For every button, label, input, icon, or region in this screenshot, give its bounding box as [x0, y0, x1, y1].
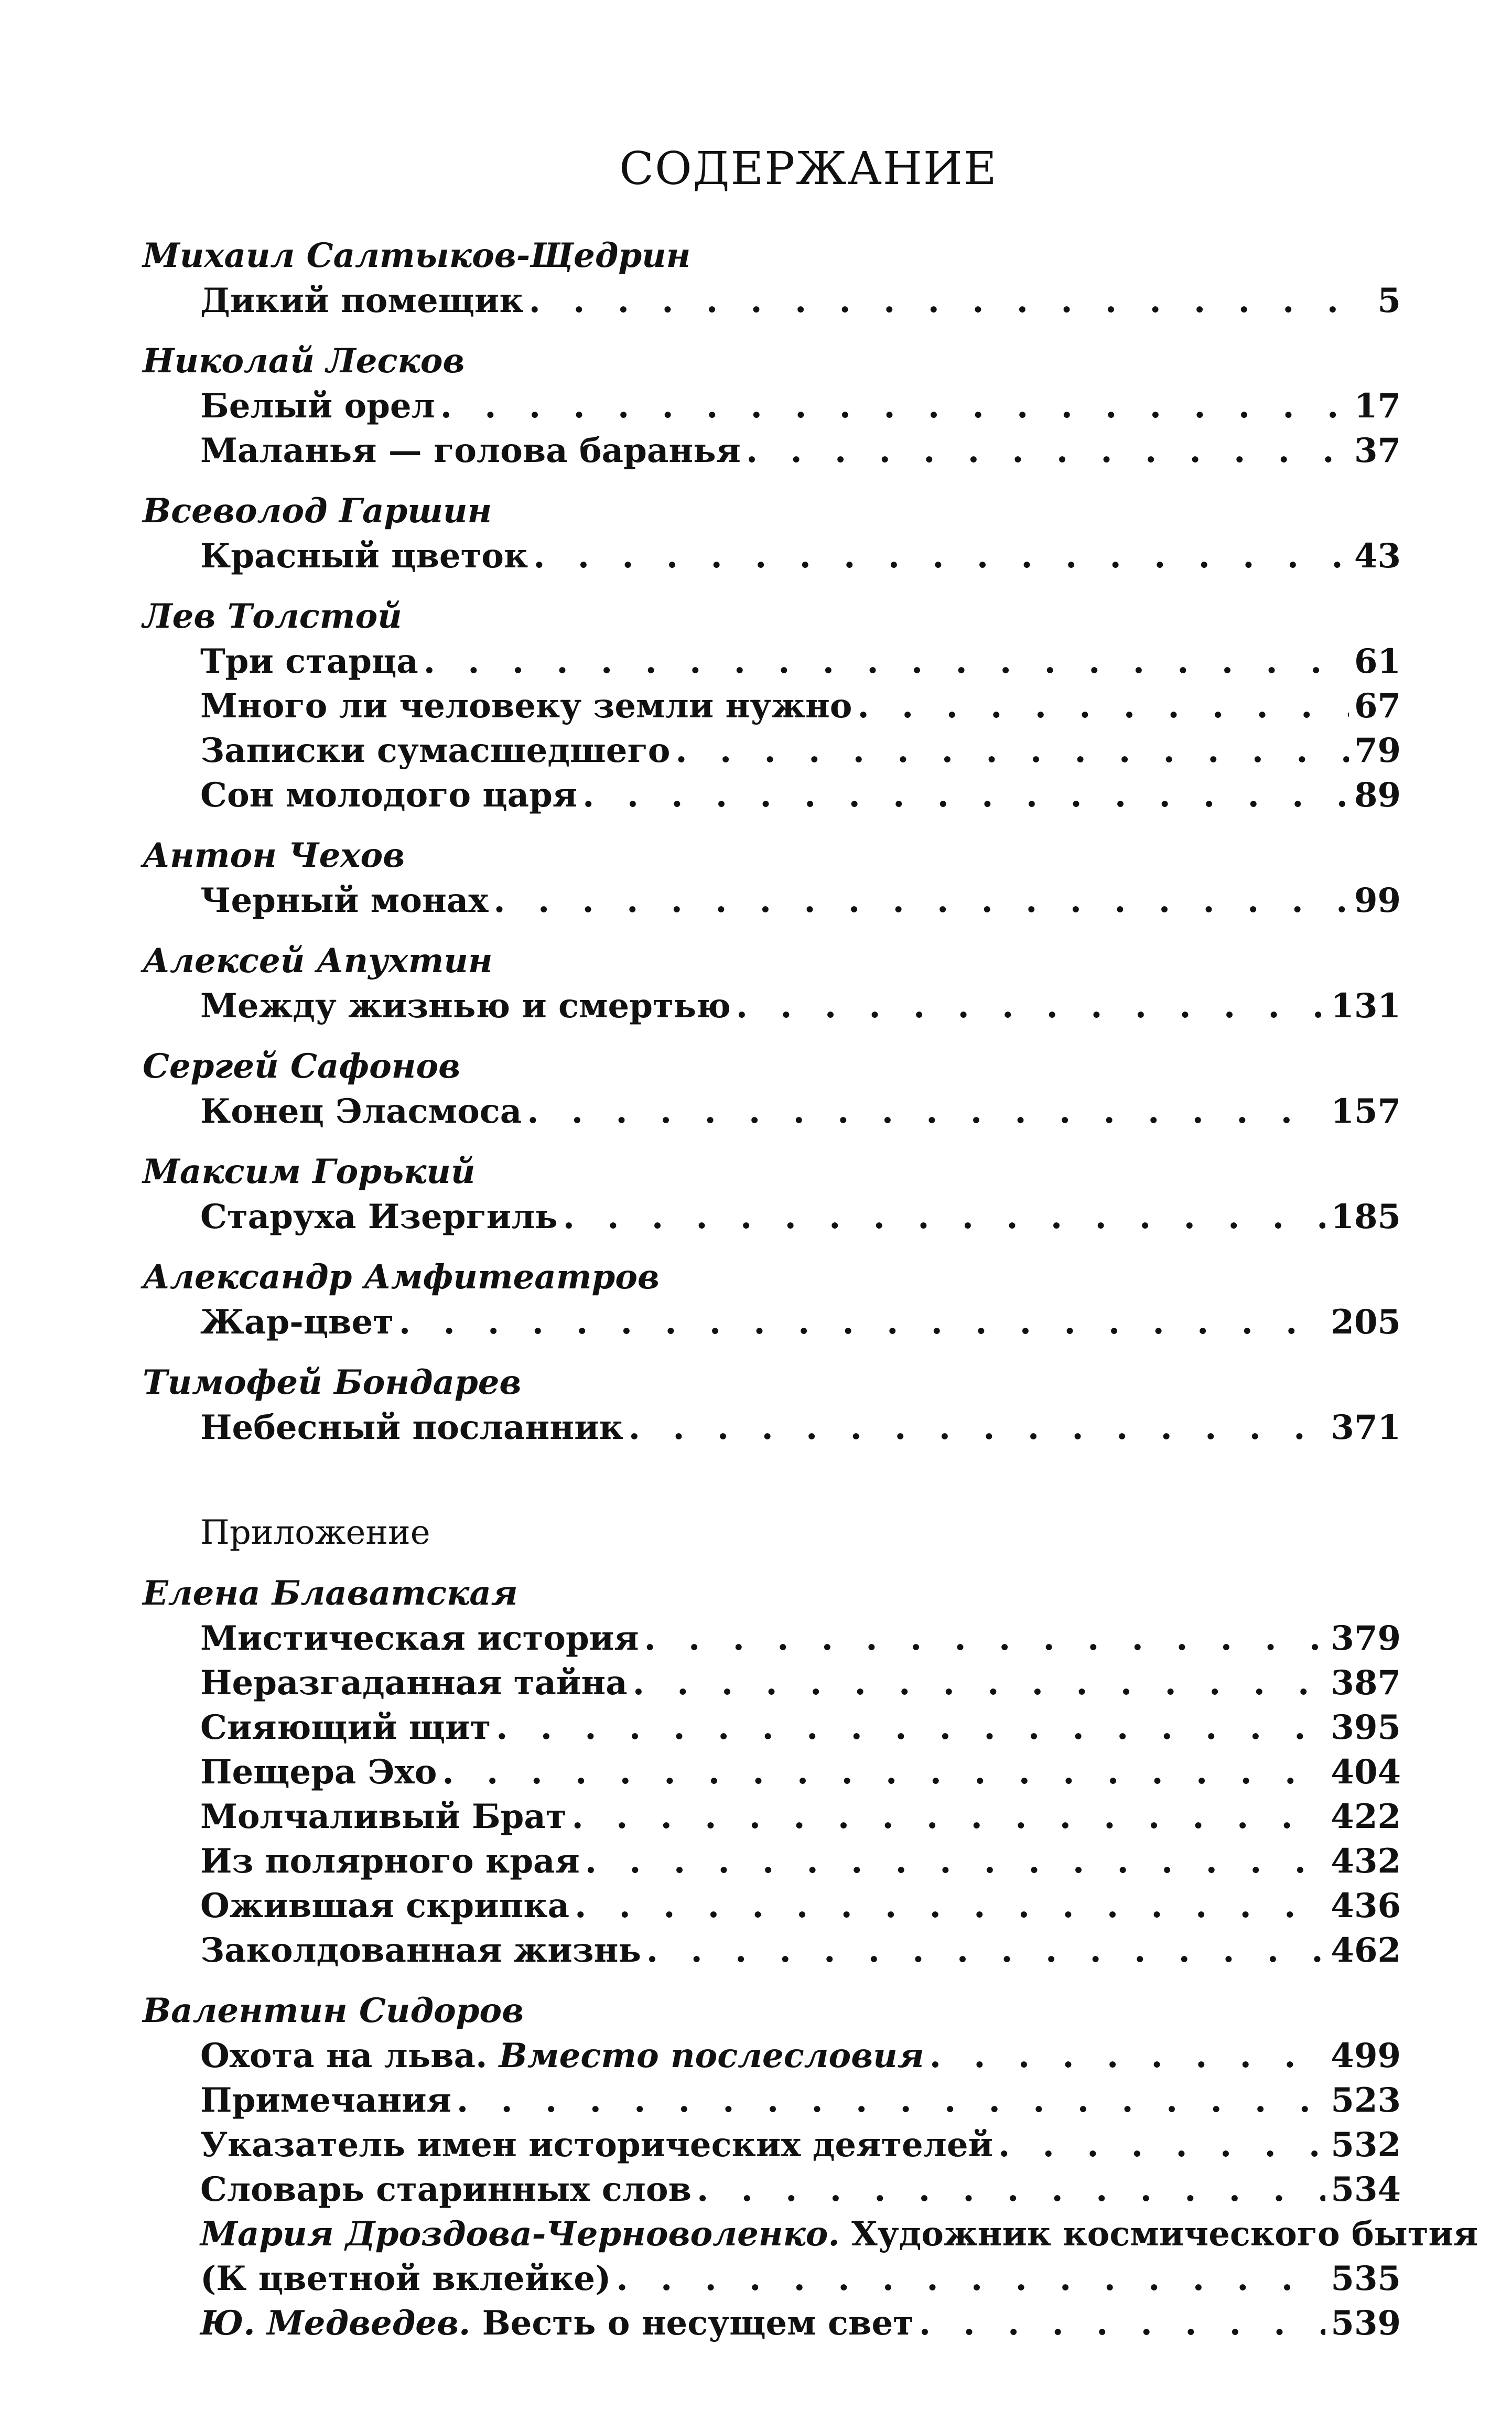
page-number: 37 — [1354, 431, 1401, 470]
toc-entry[interactable] — [200, 1794, 1401, 1839]
entry-title: Весть о несущем свет — [482, 2304, 914, 2343]
appendix-sections — [143, 1571, 1401, 1973]
entry-title: Заколдованная жизнь — [200, 1931, 641, 1970]
entry-title: Сон молодого царя — [200, 776, 578, 815]
page-number: 79 — [1354, 731, 1401, 770]
entry-subtitle: Вместо послесловия — [499, 2036, 924, 2075]
entry-title: Указатель имен исторических деятелей — [200, 2125, 993, 2165]
toc-entry[interactable] — [200, 2123, 1401, 2167]
toc-entry[interactable] — [200, 1661, 1401, 1705]
page-number: 185 — [1331, 1197, 1401, 1236]
entry-title: Маланья — голова баранья — [200, 431, 741, 470]
page-number: 99 — [1354, 881, 1401, 920]
page-number: 432 — [1331, 1842, 1401, 1881]
dot-leader — [930, 2034, 1326, 2078]
toc-entry[interactable] — [200, 1616, 1401, 1661]
entry-title: Небесный посланник — [200, 1408, 623, 1447]
entry-title: Дикий помещик — [200, 281, 524, 320]
toc-entry[interactable] — [200, 878, 1401, 923]
entry-title: Охота на льва. — [200, 2036, 488, 2075]
dot-leader — [998, 2123, 1325, 2167]
page-number: 395 — [1331, 1708, 1401, 1747]
page-number: 157 — [1331, 1092, 1401, 1131]
dot-leader — [582, 773, 1349, 817]
page-number: 387 — [1331, 1663, 1401, 1703]
page-number: 379 — [1331, 1619, 1401, 1658]
toc-entry[interactable] — [200, 2301, 1401, 2346]
page-number: 462 — [1331, 1931, 1401, 1970]
toc-entry[interactable] — [200, 278, 1401, 323]
author-name: Александр Амфитеатров — [143, 1257, 660, 1297]
page-number: 422 — [1331, 1797, 1401, 1836]
dot-leader — [493, 878, 1349, 923]
page-number: 539 — [1331, 2304, 1401, 2343]
toc-entry[interactable] — [200, 1750, 1401, 1794]
author-name: Максим Горький — [143, 1152, 476, 1191]
main-sections — [143, 233, 1401, 1450]
entry-title: Черный монах — [200, 881, 489, 920]
dot-leader — [629, 1405, 1326, 1450]
toc-entry[interactable] — [200, 1705, 1401, 1750]
entry-title: Ожившая скрипка — [200, 1886, 570, 1926]
author-name: Михаил Салтыков-Щедрин — [143, 236, 691, 275]
appendix-label: Приложение — [200, 1513, 430, 1552]
dot-leader — [440, 384, 1349, 428]
author-name: Тимофей Бондарев — [143, 1363, 522, 1402]
toc-entry[interactable] — [200, 773, 1401, 817]
dot-leader — [644, 1616, 1325, 1661]
toc-entry[interactable] — [200, 1839, 1401, 1884]
dot-leader — [533, 534, 1349, 578]
toc-entry[interactable] — [200, 1300, 1401, 1344]
entry-title: Жар-цвет — [200, 1303, 394, 1342]
dot-leader — [572, 1794, 1326, 1839]
page-number: 535 — [1331, 2259, 1401, 2298]
dot-leader — [424, 639, 1349, 684]
entry-title: Белый орел — [200, 386, 435, 426]
toc-entry[interactable] — [200, 639, 1401, 684]
dot-leader — [457, 2078, 1326, 2123]
entry-title: Между жизнью и смертью — [200, 986, 731, 1026]
toc-entry[interactable] — [200, 728, 1401, 773]
page-number: 404 — [1331, 1752, 1401, 1792]
page-number: 43 — [1354, 536, 1401, 576]
author-name: Валентин Сидоров — [143, 1991, 524, 2030]
author-name: Антон Чехов — [143, 836, 405, 875]
page-number: 436 — [1331, 1886, 1401, 1926]
page-number: 205 — [1331, 1303, 1401, 1342]
entry-author: Ю. Медведев. — [200, 2304, 471, 2343]
dot-leader — [575, 1884, 1325, 1928]
page-number: 532 — [1331, 2125, 1401, 2165]
toc-entry[interactable] — [200, 2078, 1401, 2123]
entry-title: Три старца — [200, 642, 418, 681]
page-number: 61 — [1354, 642, 1401, 681]
dot-leader — [633, 1661, 1326, 1705]
entry-author: Мария Дроздова-Черноволенко. — [200, 2214, 840, 2254]
toc-entry[interactable] — [200, 684, 1401, 728]
page-number: 131 — [1331, 986, 1401, 1026]
toc-entry[interactable] — [200, 534, 1401, 578]
page-number: 523 — [1331, 2081, 1401, 2120]
page-number: 5 — [1377, 281, 1401, 320]
toc-entry[interactable] — [200, 1884, 1401, 1928]
toc-entry-line2[interactable] — [200, 2256, 1401, 2301]
toc-entry[interactable] — [200, 1089, 1401, 1134]
toc-entry[interactable] — [200, 984, 1401, 1028]
dot-leader — [529, 278, 1359, 323]
dot-leader — [646, 1928, 1326, 1973]
page-number: 89 — [1354, 776, 1401, 815]
author-name: Сергей Сафонов — [143, 1047, 461, 1086]
toc-entry-line1[interactable] — [200, 2212, 1478, 2256]
entry-title: Молчаливый Брат — [200, 1797, 567, 1836]
page-number: 499 — [1331, 2036, 1401, 2075]
entry-title: Неразгаданная тайна — [200, 1663, 628, 1703]
entry-title-cont: (К цветной вклейке) — [200, 2259, 611, 2298]
toc-entry[interactable] — [200, 1405, 1401, 1450]
dot-leader — [857, 684, 1348, 728]
page-number: 67 — [1354, 686, 1401, 726]
toc-entry[interactable] — [200, 1928, 1401, 1973]
entry-title: Словарь старинных слов — [200, 2170, 692, 2209]
toc-entry[interactable] — [200, 1195, 1401, 1239]
dot-leader — [527, 1089, 1325, 1134]
author-name: Николай Лесков — [143, 341, 465, 381]
toc-entry[interactable] — [200, 2034, 1401, 2078]
dot-leader — [399, 1300, 1326, 1344]
author-name: Алексей Апухтин — [143, 941, 493, 981]
page-title: СОДЕРЖАНИЕ — [619, 143, 998, 195]
entry-title: Старуха Изергиль — [200, 1197, 558, 1236]
author-name: Лев Толстой — [143, 597, 402, 636]
dot-leader — [563, 1195, 1326, 1239]
dot-leader — [442, 1750, 1325, 1794]
page-number: 371 — [1331, 1408, 1401, 1447]
author-name: Всеволод Гаршин — [143, 491, 492, 531]
dot-leader — [746, 428, 1349, 473]
dot-leader — [585, 1839, 1326, 1884]
dot-leader — [919, 2301, 1326, 2346]
entry-title: Пещера Эхо — [200, 1752, 437, 1792]
entry-title: Из полярного края — [200, 1842, 580, 1881]
entry-title: Примечания — [200, 2081, 451, 2120]
author-name: Елена Блаватская — [143, 1574, 518, 1613]
toc-entry[interactable] — [200, 428, 1401, 473]
toc-entry[interactable] — [200, 2167, 1401, 2212]
toc-entry[interactable] — [200, 384, 1401, 428]
entry-title: Художник космического бытия — [851, 2214, 1478, 2254]
dot-leader — [736, 984, 1326, 1028]
entry-title: Записки сумасшедшего — [200, 731, 671, 770]
entry-title: Сияющий щит — [200, 1708, 491, 1747]
dot-leader — [697, 2167, 1325, 2212]
entry-title: Мистическая история — [200, 1619, 639, 1658]
dot-leader — [616, 2256, 1325, 2301]
entry-title: Много ли человеку земли нужно — [200, 686, 852, 726]
dot-leader — [496, 1705, 1325, 1750]
page-number: 534 — [1331, 2170, 1401, 2209]
table-of-contents — [143, 233, 1478, 2346]
entry-title: Красный цветок — [200, 536, 528, 576]
entry-title: Конец Эласмоса — [200, 1092, 522, 1131]
dot-leader — [675, 728, 1349, 773]
page-number: 17 — [1354, 386, 1401, 426]
